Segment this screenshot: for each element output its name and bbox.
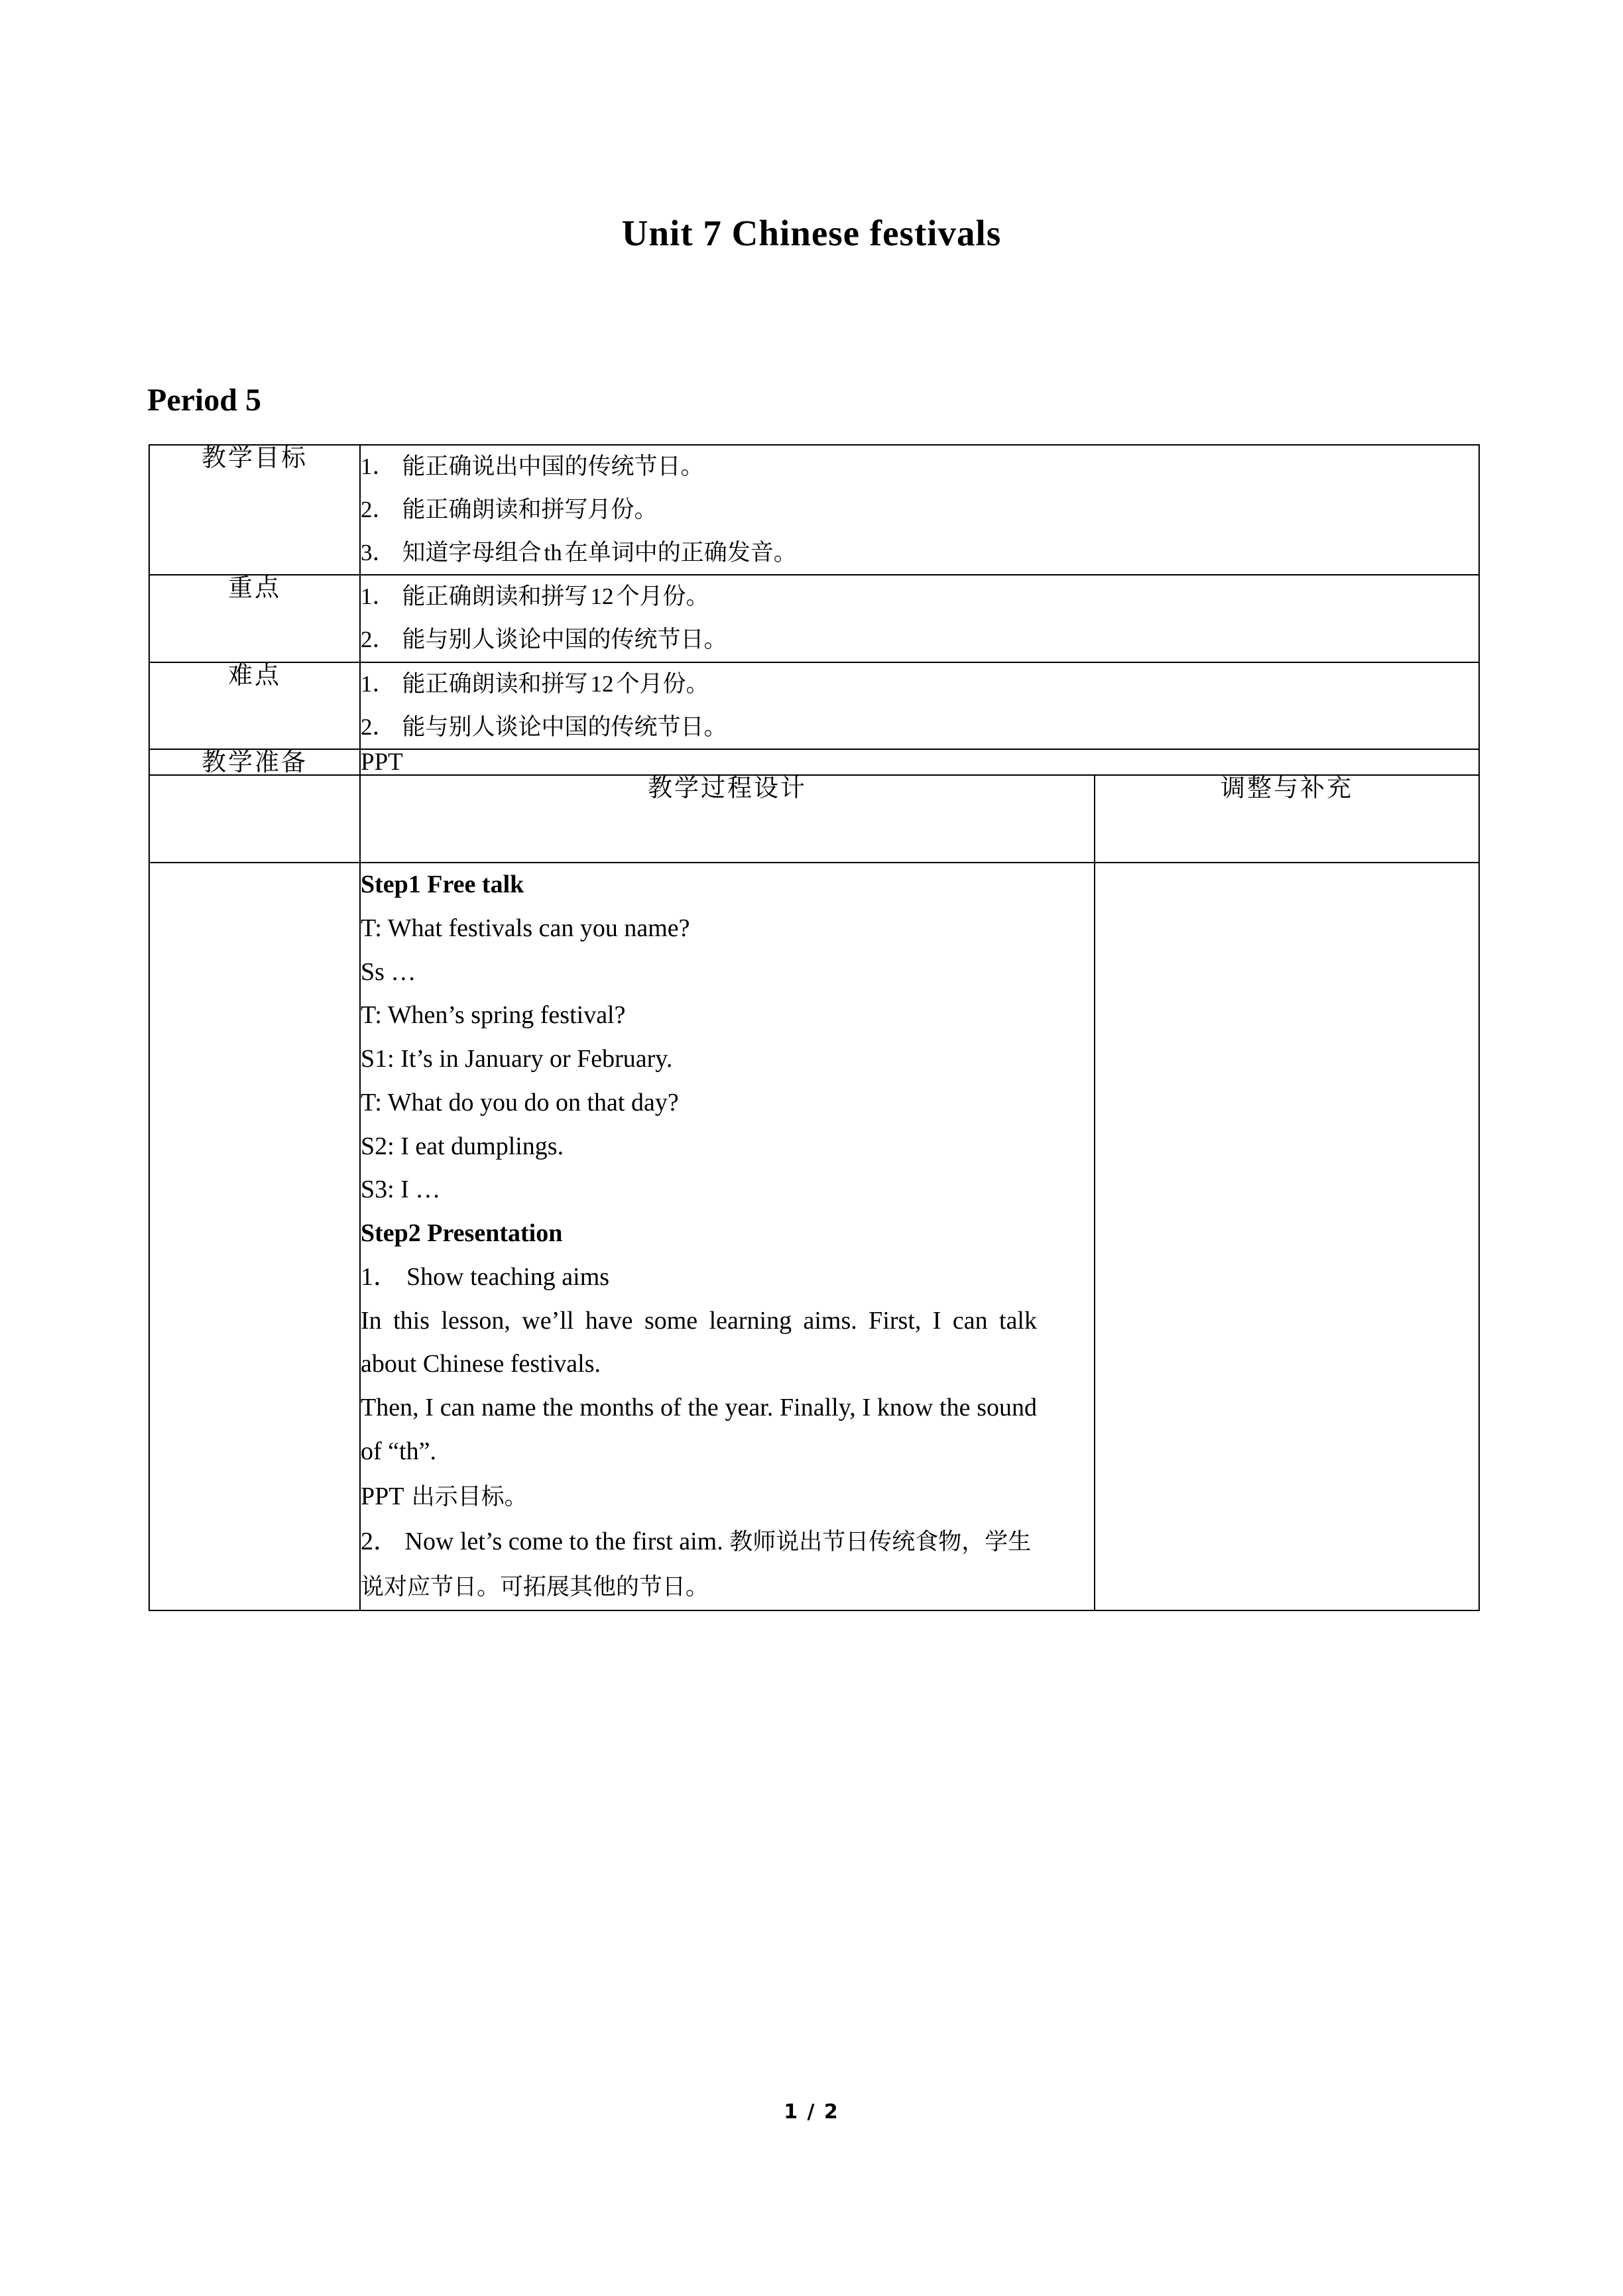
list-item-text: 能正确说出中国的传统节日。 xyxy=(402,453,704,480)
list-item-number: 1． xyxy=(361,670,396,697)
dialogue-line-ss: Ss … xyxy=(361,957,416,986)
page-title: Unit 7 Chinese festivals xyxy=(621,213,1002,253)
step1-heading: Step1 Free talk xyxy=(361,871,524,899)
list-item xyxy=(361,619,1478,662)
list-item-text-tail: 个月份。 xyxy=(616,670,709,697)
procedure-item-1 xyxy=(361,1256,1094,1299)
dialogue-line-s1: S1: It’s in January or February. xyxy=(361,1045,673,1073)
procedure-content-cell xyxy=(360,863,1095,1610)
list-item-text: 能正确朗读和拼写月份。 xyxy=(402,496,658,523)
list-item-number: 2． xyxy=(361,496,396,522)
list-item-number: 2． xyxy=(361,713,396,740)
list-item-text: 能与别人谈论中国的传统节日。 xyxy=(402,627,727,653)
list-item xyxy=(361,446,1478,489)
procedure-ppt-line xyxy=(361,1474,1094,1519)
row-content-preparation: PPT xyxy=(360,749,1479,775)
table-row-objectives xyxy=(149,445,1479,575)
list-item xyxy=(361,575,1478,619)
dialogue-line-t3: T: What do you do on that day? xyxy=(361,1088,679,1117)
procedure-paragraph-2: Then, I can name the months of the year. Finally, I know the sound of “th”. xyxy=(361,1394,1037,1465)
table-row-preparation xyxy=(149,749,1479,775)
table-row-key-points xyxy=(149,575,1479,662)
row-content-difficult-points xyxy=(360,662,1479,750)
row-label-difficult-points: 难点 xyxy=(149,662,360,750)
step2-heading: Step2 Presentation xyxy=(361,1219,563,1248)
dialogue-line-t1: T: What festivals can you name? xyxy=(361,914,690,942)
row-content-objectives xyxy=(360,445,1479,575)
list-item-text-tail: 在单词中的正确发音。 xyxy=(564,539,797,566)
procedure-item-2 xyxy=(361,1519,1040,1610)
list-item xyxy=(361,532,1478,575)
header-process-title: 教学过程设计 xyxy=(360,775,1095,863)
list-item-text: 能正确朗读和拼写 xyxy=(402,583,588,611)
header-adjust-title: 调整与补充 xyxy=(1095,775,1479,863)
row-label-key-points: 重点 xyxy=(149,575,360,662)
row-content-key-points xyxy=(360,575,1479,662)
table-row-procedure xyxy=(149,863,1479,1610)
procedure-ppt-cn: 出示目标。 xyxy=(404,1483,528,1510)
procedure-paragraph-1: In this lesson, we’ll have some learning aims. First, I can talk about Chinese festivals. xyxy=(361,1306,1037,1378)
header-empty-cell xyxy=(149,775,360,863)
row-label-objectives: 教学目标 xyxy=(149,445,360,575)
list-item-number: 3． xyxy=(361,539,396,566)
dialogue-line-s2: S2: I eat dumplings. xyxy=(361,1132,564,1160)
dialogue-line-t2: T: When’s spring festival? xyxy=(361,1001,626,1030)
procedure-item-2-number: 2． xyxy=(361,1527,399,1555)
list-item-text: 知道字母组合 xyxy=(402,539,542,566)
row-label-preparation: 教学准备 xyxy=(149,749,360,775)
adjust-column-cell xyxy=(1095,863,1479,1610)
list-item-latin: 12 xyxy=(590,583,614,610)
list-item-text-tail: 个月份。 xyxy=(616,583,709,611)
list-item-latin: th xyxy=(544,539,562,566)
list-item-text: 能与别人谈论中国的传统节日。 xyxy=(402,713,727,741)
list-item xyxy=(361,489,1478,532)
table-row-difficult-points xyxy=(149,662,1479,750)
procedure-item-2-latin: Now let’s come to the first aim. xyxy=(398,1527,730,1555)
procedure-empty-cell xyxy=(149,863,360,1610)
list-item xyxy=(361,706,1478,749)
list-item-text: 能正确朗读和拼写 xyxy=(402,670,588,697)
list-item-number: 1． xyxy=(361,583,396,610)
list-item-latin: 12 xyxy=(590,670,614,697)
period-heading: Period 5 xyxy=(147,383,261,418)
lesson-plan-table xyxy=(149,444,1480,1611)
list-item xyxy=(361,663,1478,706)
dialogue-line-s3: S3: I … xyxy=(361,1176,441,1204)
page-footer: 1 / 2 xyxy=(784,2100,839,2124)
procedure-item-2-cn: 教师说出节日传统食物，学生说对应节日。可拓展其他的节日。 xyxy=(361,1528,1032,1601)
table-row-process-header xyxy=(149,775,1479,863)
procedure-item-1-text: Show teaching aims xyxy=(406,1262,610,1291)
list-item-number: 1． xyxy=(361,453,396,479)
procedure-item-1-number: 1． xyxy=(361,1262,399,1291)
procedure-ppt-latin: PPT xyxy=(361,1482,404,1510)
list-item-number: 2． xyxy=(361,627,396,652)
